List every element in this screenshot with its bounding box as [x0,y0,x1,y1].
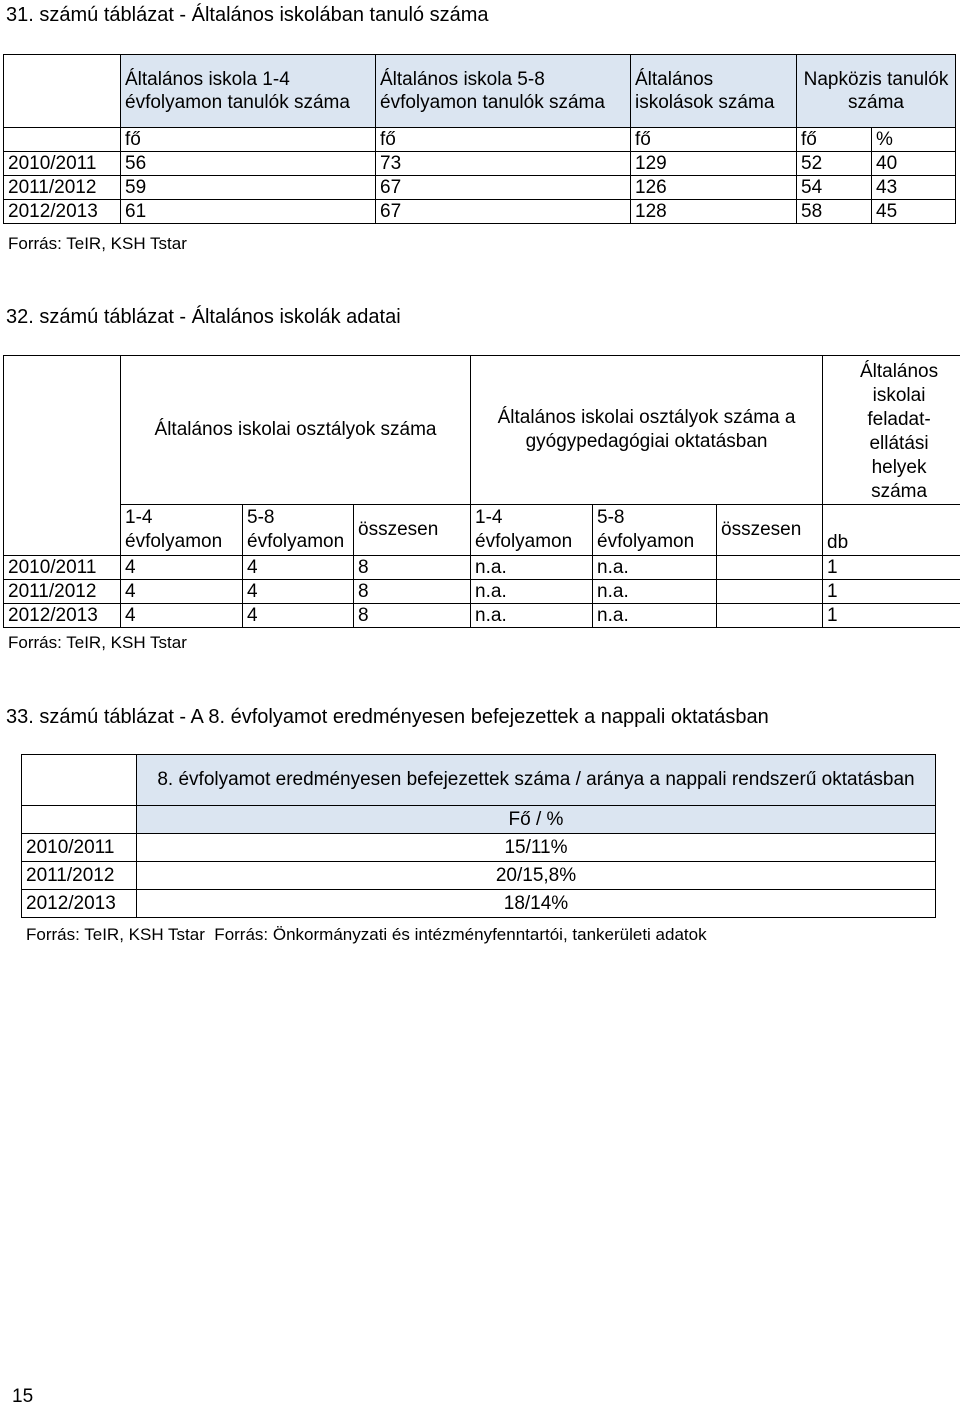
table-32-source: Forrás: TeIR, KSH Tstar [8,633,187,652]
table-row: 2010/2011 56 73 129 52 40 [4,152,956,176]
unit-row: fő fő fő fő % [4,128,956,152]
table-row: 2010/2011 4 4 8 n.a. n.a. 1 [4,556,960,580]
unit-row: Fő / % [22,806,936,834]
subheader-row: 1-4 évfolyamon 5-8 évfolyamon összesen 1-4 évfolyamon 5-8 évfolyamon összesen db [4,505,960,556]
table-31-source: Forrás: TeIR, KSH Tstar [8,234,187,253]
table-row: 2012/2013 4 4 8 n.a. n.a. 1 [4,604,960,628]
header-grade-5-8: Általános iskola 5-8 évfolyamon tanulók száma [376,55,631,128]
corner-cell [4,356,121,556]
table-31-title: 31. számú táblázat - Általános iskolában tanuló száma [6,4,489,26]
table-32 [3,355,960,628]
header-special-classes: Általános iskolai osztályok száma a gyógypedagógiai oktatásban [471,356,823,505]
table-32-title: 32. számú táblázat - Általános iskolák adatai [6,306,401,328]
table-row: 2010/2011 15/11% [22,834,936,862]
table-31 [3,54,956,224]
table-row: 2012/2013 61 67 128 58 45 [4,200,956,224]
table-33-source: Forrás: TeIR, KSH Tstar Forrás: Önkormányzati és intézményfenntartói, tankerületi adatok [26,925,707,944]
table-33-title: 33. számú táblázat - A 8. évfolyamot eredményesen befejezettek a nappali oktatásban [6,706,769,728]
corner-cell [4,55,121,128]
table-row: 2011/2012 59 67 126 54 43 [4,176,956,200]
table-row: 2012/2013 18/14% [22,890,936,918]
page-number: 15 [12,1386,34,1407]
header-total-students: Általános iskolások száma [631,55,797,128]
header-classes: Általános iskolai osztályok száma [121,356,471,505]
header-completed-grade-8: 8. évfolyamot eredményesen befejezettek száma / aránya a nappali rendszerű oktatásban [137,755,936,806]
corner-cell [22,755,137,806]
table-row: 2011/2012 4 4 8 n.a. n.a. 1 [4,580,960,604]
table-33 [21,754,936,918]
header-daycare: Napközis tanulók száma [797,55,956,128]
header-grade-1-4: Általános iskola 1-4 évfolyamon tanulók száma [121,55,376,128]
header-task-places: Általános iskolai feladat-ellátási helyek száma [823,356,960,505]
table-row: 2011/2012 20/15,8% [22,862,936,890]
